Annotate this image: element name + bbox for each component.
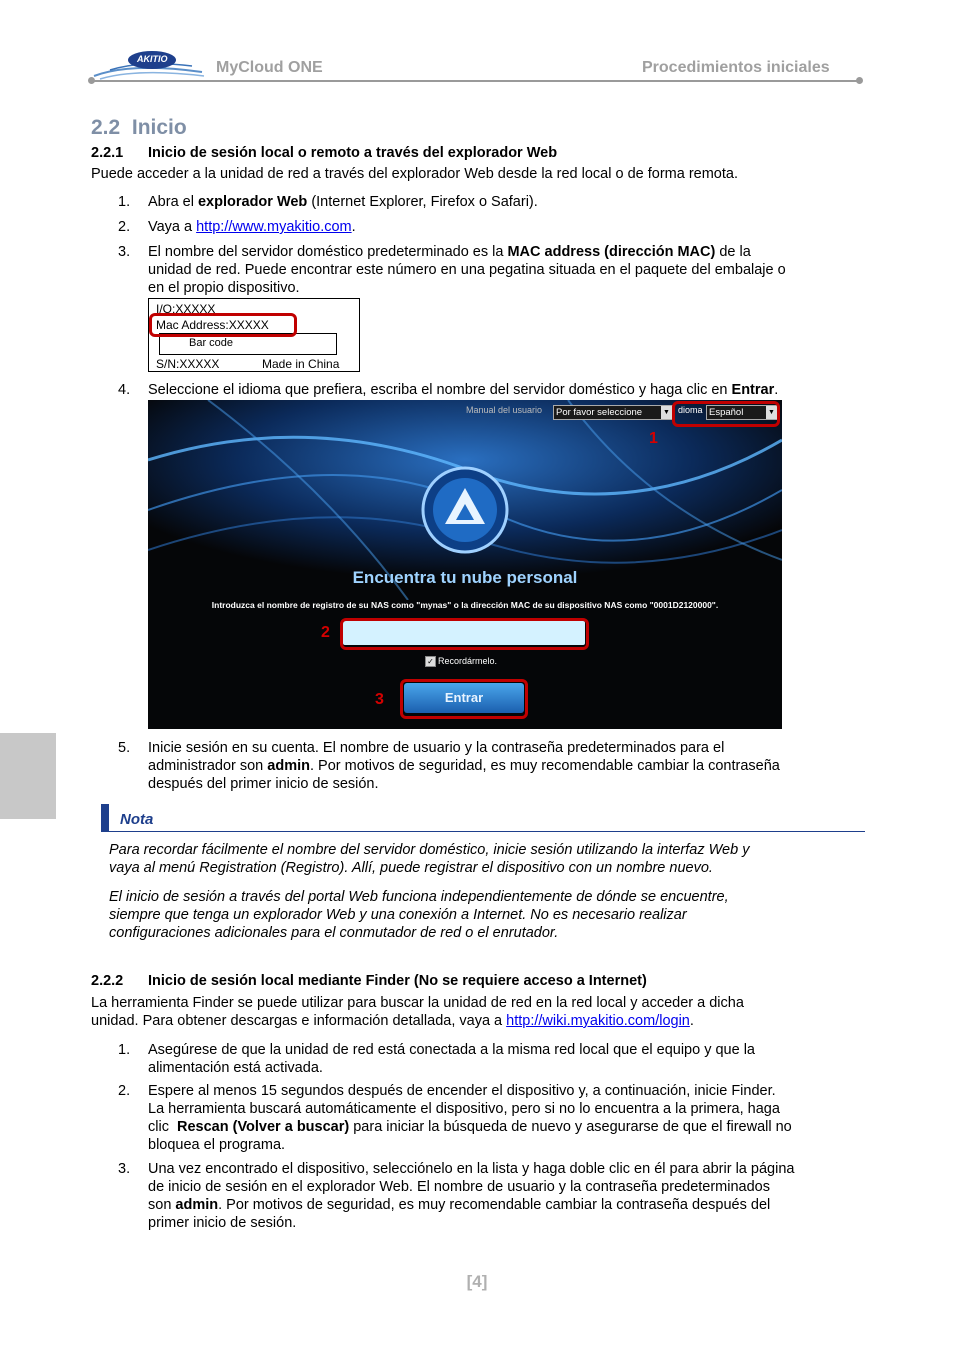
step-text-post: para iniciar la búsqueda de nuevo y asegurarse de que el firewall no: [349, 1119, 792, 1135]
step-text: [148, 1041, 868, 1077]
step-text-pre: administrador son: [148, 758, 268, 774]
step-text-line: alimentación está activada.: [148, 1060, 323, 1076]
entrar-button[interactable]: Entrar: [404, 683, 524, 713]
logo-text: AKITIO: [137, 54, 168, 64]
screenshot-instruction: Introduzca el nombre de registro de su NAS como "mynas" o la dirección MAC de su dispositivo NAS como "0001D2120000".: [211, 600, 719, 610]
step-text-pre: Seleccione el idioma que prefiera, escriba el nombre del servidor doméstico y haga clic en: [148, 382, 732, 398]
step-text-line: Espere al menos 15 segundos después de encender el dispositivo y, a continuación, inicie Finder.: [148, 1083, 776, 1099]
subsection-intro-221: Puede acceder a la unidad de red a través del explorador Web desde la red local o de forma remota.: [91, 166, 738, 182]
step-text-bold: explorador Web: [197, 194, 308, 210]
subsection-number-222: 2.2.2: [91, 973, 124, 989]
manual-link[interactable]: Manual del usuario: [466, 405, 543, 415]
note-paragraph-2: [109, 888, 869, 942]
marker-2: 2: [321, 624, 330, 641]
intro-line-post: .: [689, 1013, 694, 1029]
step-text-line: de inicio de sesión en el explorador Web. El nombre de usuario y la contraseña predeterminados: [148, 1179, 770, 1195]
step-text-line: primer inicio de sesión.: [148, 1215, 297, 1231]
header-logo: [92, 48, 207, 82]
step-number: 3.: [118, 1161, 131, 1177]
select-placeholder: Por favor seleccione: [556, 407, 643, 418]
language-value: Español: [709, 407, 744, 418]
step-number: 5.: [118, 740, 131, 756]
input-highlight: [340, 618, 589, 650]
step-text-bold: MAC address (dirección MAC): [507, 244, 716, 260]
step-text-line: en el propio dispositivo.: [148, 280, 300, 296]
step-text-pre: Vaya a: [148, 219, 197, 235]
checkbox-checked-icon: ✓: [425, 656, 436, 667]
marker-3: 3: [375, 691, 384, 708]
header-divider-dot-right: [856, 77, 863, 84]
step-text-line: La herramienta buscará automáticamente el dispositivo, pero si no lo encuentra a la primera, haga: [148, 1101, 780, 1117]
step-text: [148, 739, 868, 793]
wiki-link[interactable]: http://wiki.myakitio.com/login: [506, 1013, 690, 1029]
note-divider: [109, 831, 865, 832]
step-number: 4.: [118, 382, 131, 398]
step-text-pre: El nombre del servidor doméstico predeterminado es la: [148, 244, 508, 260]
step-text-line: bloquea el programa.: [148, 1137, 286, 1153]
step-text: [148, 1082, 868, 1154]
step-text-post: de la: [715, 244, 751, 260]
note-title: Nota: [120, 811, 154, 828]
intro-line-pre: unidad. Para obtener descargas e información detallada, vaya a: [91, 1013, 507, 1029]
step-text-post: .: [774, 382, 779, 398]
header-divider: [92, 80, 860, 82]
header-divider-dot-left: [88, 77, 95, 84]
step-text-line: Inicie sesión en su cuenta. El nombre de usuario y la contraseña predeterminados para el: [148, 740, 725, 756]
page-number: [4]: [466, 1272, 488, 1291]
step-number: 1.: [118, 194, 131, 210]
subsection-title-222: Inicio de sesión local mediante Finder (No se requiere acceso a Internet): [148, 973, 647, 989]
label-barcode: Bar code: [189, 337, 234, 349]
note-bar: [101, 804, 109, 832]
step-number: 2.: [118, 1083, 131, 1099]
step-text-post: .: [351, 219, 356, 235]
header-section: Procedimientos iniciales: [642, 59, 830, 76]
step-text-line: Una vez encontrado el dispositivo, selecciónelo en la lista y haga doble clic en él para abrir la página: [148, 1161, 795, 1177]
note-line: vaya al menú Registration (Registro). Allí, puede registrar el dispositivo con un nombre nuevo.: [109, 860, 713, 876]
step-text-line: después del primer inicio de sesión.: [148, 776, 379, 792]
remember-label: Recordármelo.: [438, 656, 498, 666]
remember-checkbox[interactable]: [425, 656, 497, 667]
label-sn: S/N:XXXXX: [156, 357, 220, 371]
chevron-down-icon: ▼: [661, 406, 672, 419]
label-io: I/O:XXXXX: [156, 302, 216, 316]
step-text-post: (Internet Explorer, Firefox o Safari).: [307, 194, 538, 210]
step-text-bold: admin: [175, 1197, 219, 1213]
step-text: [148, 193, 538, 211]
side-tab: [0, 733, 56, 819]
language-highlight: [672, 401, 780, 427]
step-number: 2.: [118, 219, 131, 235]
step-number: 1.: [118, 1042, 131, 1058]
step-text-post: . Por motivos de seguridad, es muy recomendable cambiar la contraseña después del: [218, 1197, 771, 1213]
marker-1: 1: [649, 430, 658, 447]
subsection-intro-222: [91, 994, 871, 1030]
step-text: [148, 243, 868, 297]
step-text-bold: Rescan (Volver a buscar): [177, 1119, 350, 1135]
screenshot-title: Encuentra tu nube personal: [352, 568, 578, 587]
step-text-pre: son: [148, 1197, 176, 1213]
subsection-title-221: Inicio de sesión local o remoto a través del explorador Web: [148, 145, 558, 161]
label-mac: Mac Address:XXXXX: [156, 318, 269, 332]
chevron-down-icon: ▼: [766, 406, 777, 419]
button-highlight: [400, 679, 528, 719]
step-text-pre: clic: [148, 1119, 177, 1135]
step-number: 3.: [118, 244, 131, 260]
step-text: [148, 381, 778, 399]
note-line: El inicio de sesión a través del portal Web funciona independientemente de dónde se encuentre,: [109, 889, 729, 905]
label-made: Made in China: [262, 357, 340, 371]
step-text-pre: Abra el: [148, 194, 198, 210]
note-line: Para recordar fácilmente el nombre del servidor doméstico, inicie sesión utilizando la interfaz Web y: [109, 842, 750, 858]
step-text: [148, 1160, 868, 1232]
step-text: [148, 218, 356, 236]
subsection-number-221: 2.2.1: [91, 145, 124, 161]
login-screenshot: [148, 400, 782, 729]
section-title: 2.2 Inicio: [91, 116, 187, 139]
note-line: siempre que tenga un explorador Web y una conexión a Internet. No es necesario realizar: [109, 907, 687, 923]
step-text-bold: Entrar: [731, 382, 775, 398]
intro-line: La herramienta Finder se puede utilizar para buscar la unidad de red en la red local y acceder a dicha: [91, 995, 744, 1011]
language-label: dioma: [678, 405, 703, 415]
step-text-bold: admin: [267, 758, 310, 774]
step-text-line: Asegúrese de que la unidad de red está conectada a la misma red local que el equipo y que la: [148, 1042, 755, 1058]
mac-highlight: [149, 313, 297, 337]
note-line: configuraciones adicionales para el conmutador de red o el enrutador.: [109, 925, 559, 941]
step-text-line: unidad de red. Puede encontrar este número en una pegatina situada en el paquete del embalaje o: [148, 262, 786, 278]
header-product: MyCloud ONE: [216, 59, 323, 76]
note-paragraph-1: [109, 841, 869, 877]
step-text-post: . Por motivos de seguridad, es muy recomendable cambiar la contraseña: [309, 758, 780, 774]
select-dropdown[interactable]: [553, 405, 673, 420]
myakitio-link[interactable]: http://www.myakitio.com: [196, 219, 352, 235]
